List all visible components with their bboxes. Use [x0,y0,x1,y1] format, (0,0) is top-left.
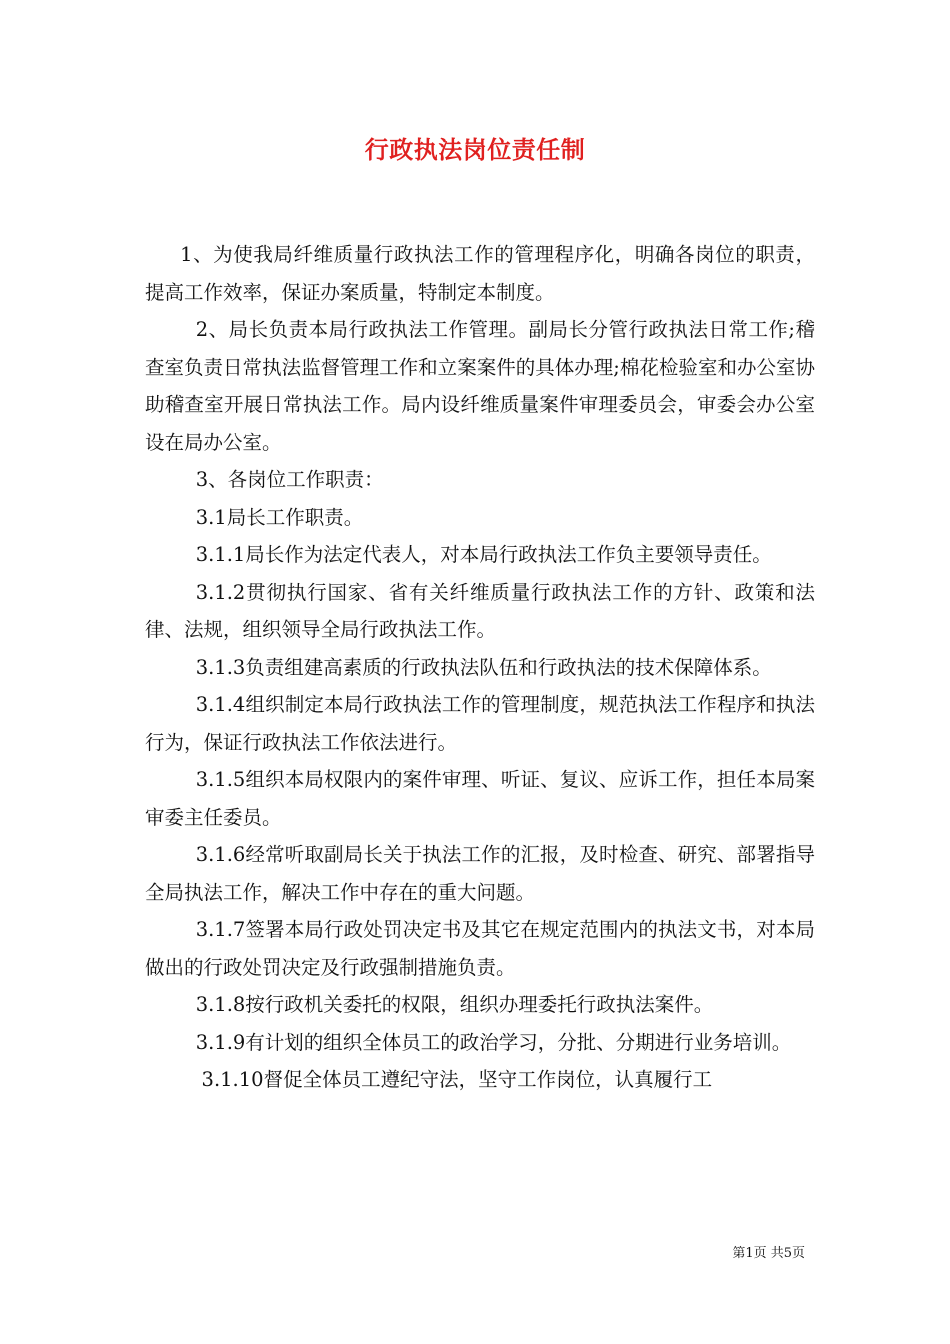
document-title: 行政执法岗位责任制 [364,135,586,164]
paragraph-3: 3、各岗位工作职责： [195,468,384,491]
paragraph-3-1-1: 3.1.1局长作为法定代表人，对本局行政执法工作负主要领导责任。 [195,543,772,566]
paragraph-3-1-2: 3.1.2贯彻执行国家、省有关纤维质量行政执法工作的方针、政策和法律、法规，组织领导全局行政执法工作。 [145,580,815,641]
paragraph-3-1-9: 3.1.9有计划的组织全体员工的政治学习，分批、分期进行业务培训。 [195,1030,792,1054]
paragraph-3-1-6: 3.1.6经常听取副局长关于执法工作的汇报，及时检查、研究、部署指导全局执法工作，解决工作中存在的重大问题。 [145,843,815,904]
paragraph-3-1-3: 3.1.3负责组建高素质的行政执法队伍和行政执法的技术保障体系。 [195,655,772,679]
document-body [145,236,815,1099]
paragraph-1: 1、为使我局纤维质量行政执法工作的管理程序化，明确各岗位的职责，提高工作效率，保证办案质量，特制定本制度。 [145,243,815,304]
paragraph-3-1-8: 3.1.8按行政机关委托的权限，组织办理委托行政执法案件。 [195,993,714,1016]
paragraph-3-1: 3.1局长工作职责。 [195,505,364,529]
paragraph-2: 2、局长负责本局行政执法工作管理。副局长分管行政执法日常工作;稽查室负责日常执法监督管理工作和立案案件的具体办理;棉花检验室和办公室协助稽查室开展日常执法工作。局内设纤维质量案件审理委员会，审委会办公室设在局办公室。 [145,318,815,454]
paragraph-3-1-10: 3.1.10督促全体员工遵纪守法，坚守工作岗位，认真履行工 [201,1068,713,1091]
paragraph-3-1-5: 3.1.5组织本局权限内的案件审理、听证、复议、应诉工作，担任本局案审委主任委员。 [145,768,815,829]
paragraph-3-1-4: 3.1.4组织制定本局行政执法工作的管理制度，规范执法工作程序和执法行为，保证行政执法工作依法进行。 [145,693,815,754]
paragraph-3-1-7: 3.1.7签署本局行政处罚决定书及其它在规定范围内的执法文书，对本局做出的行政处罚决定及行政强制措施负责。 [145,918,815,979]
page-number: 第1页 共5页 [732,1246,805,1261]
